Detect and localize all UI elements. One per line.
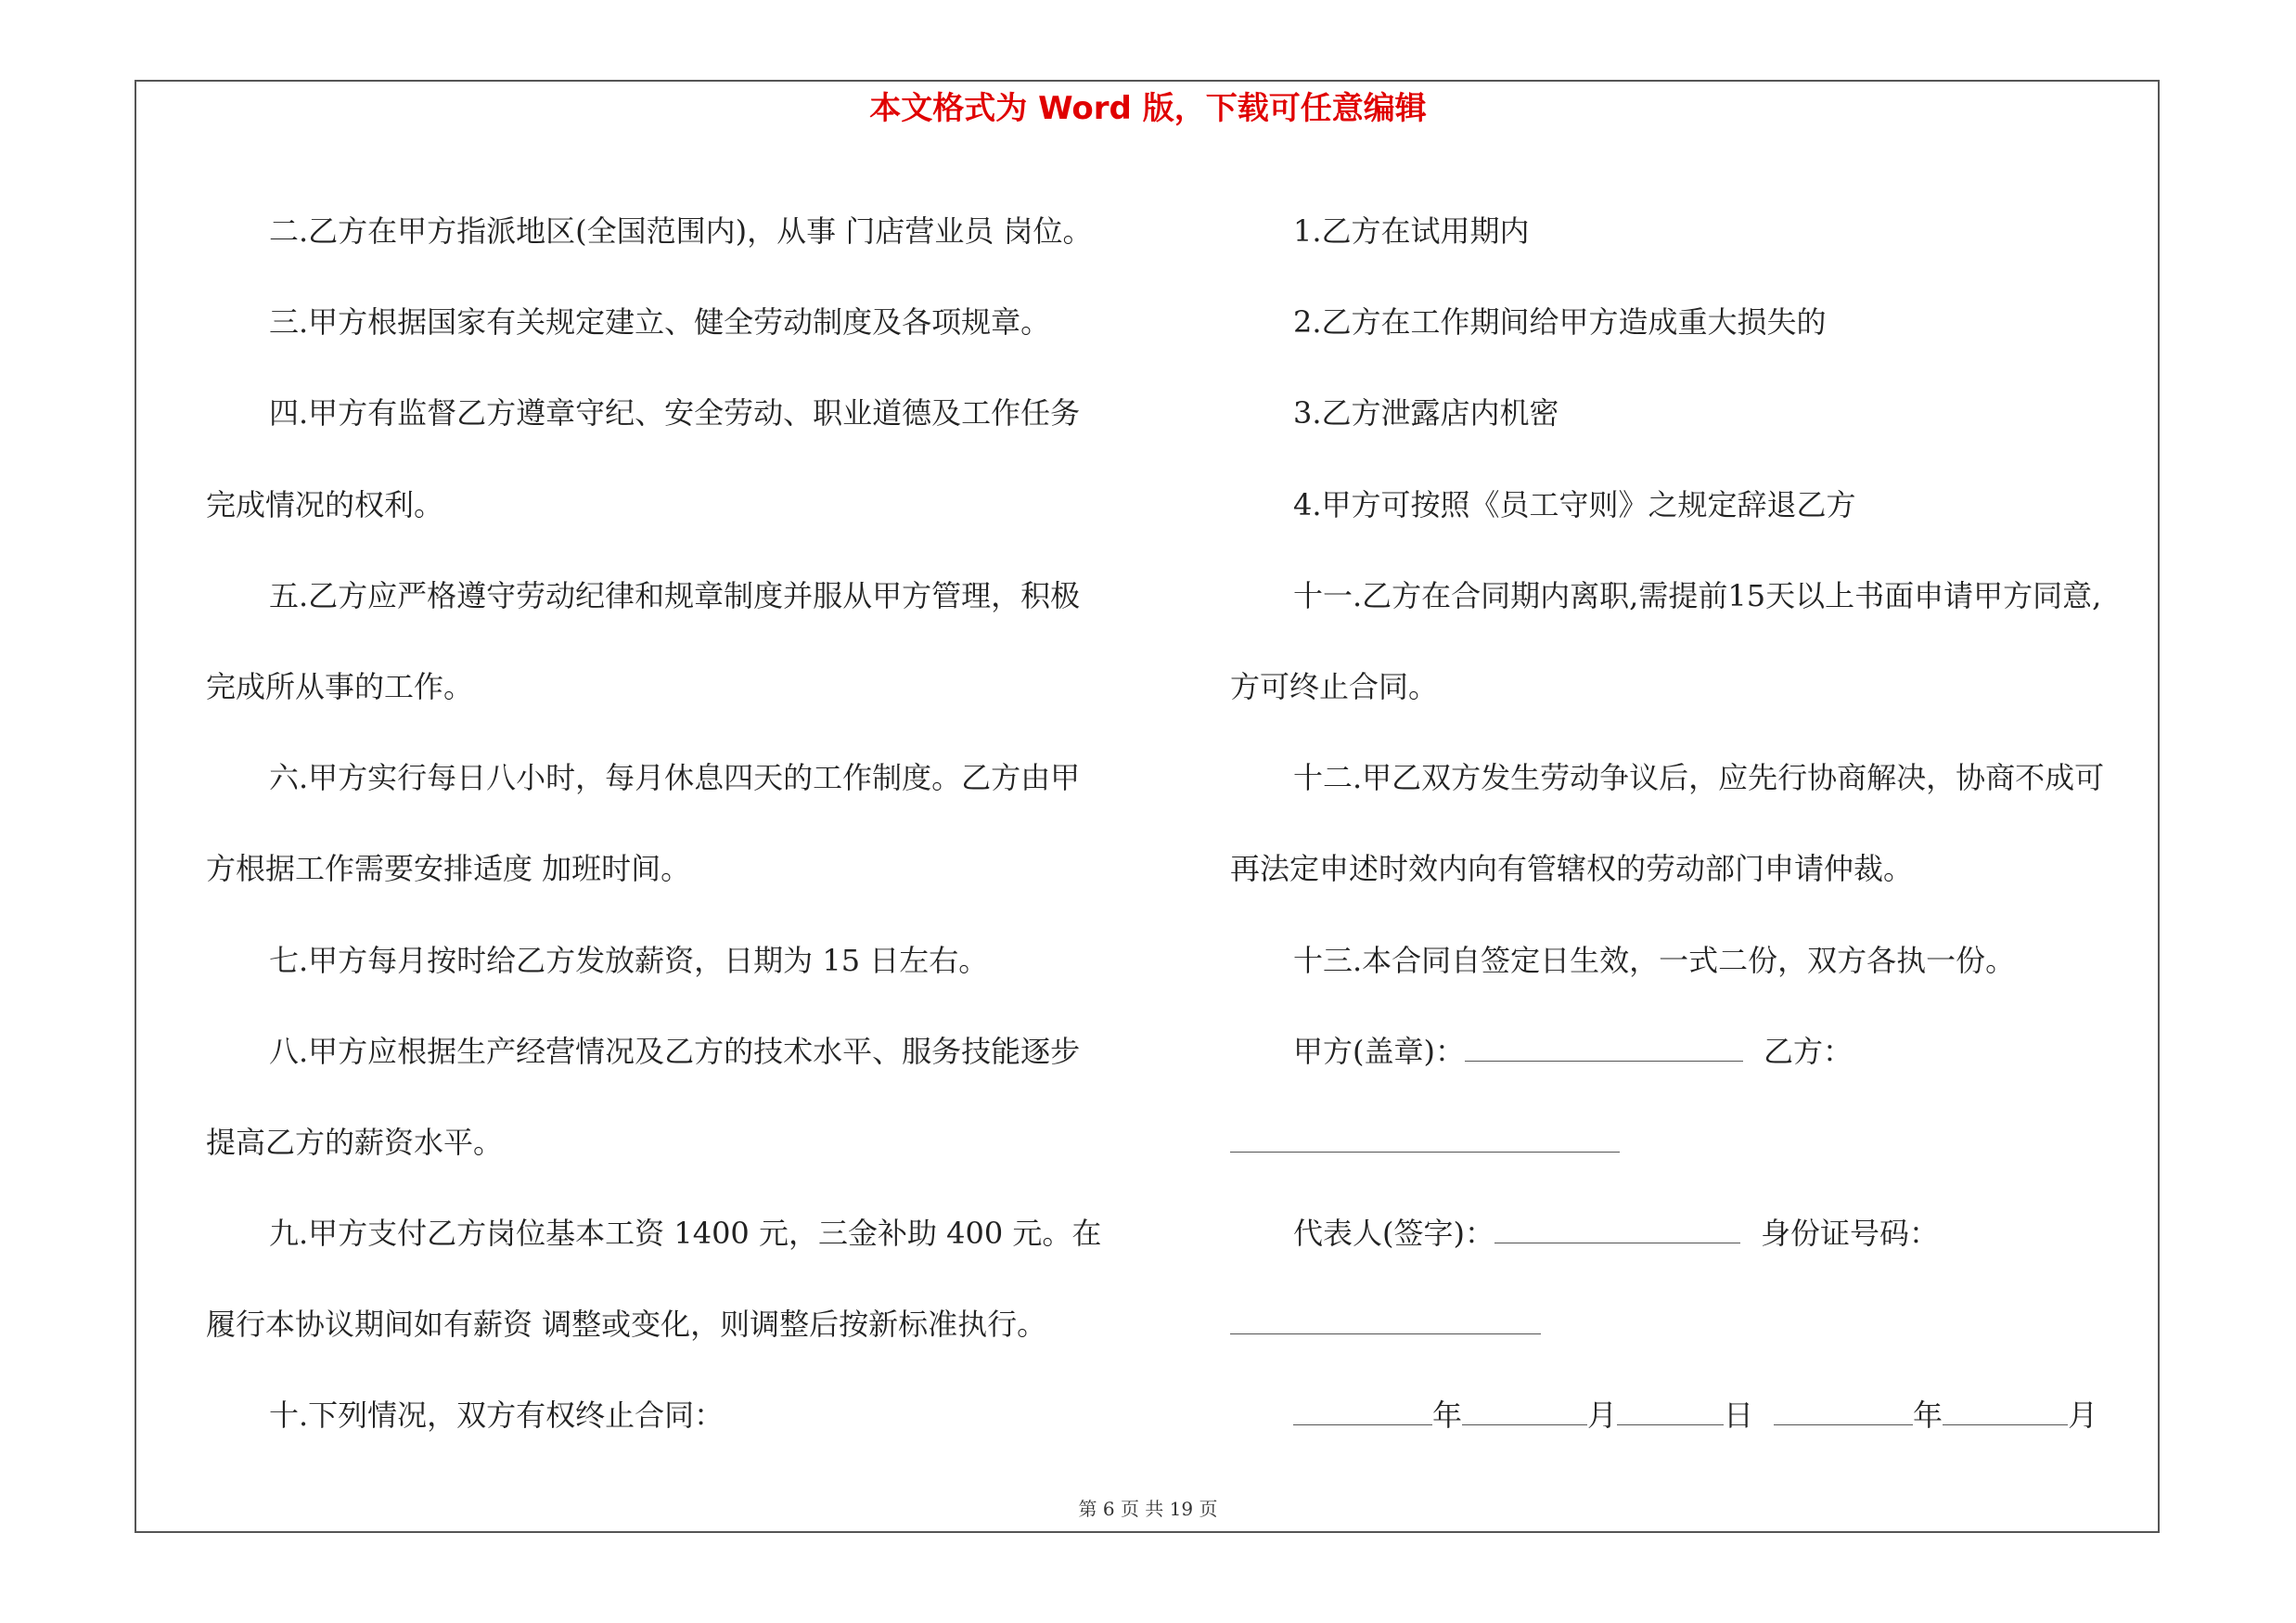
clause-4-cont: 完成情况的权利。 bbox=[206, 486, 444, 522]
clause-10: 十.下列情况，双方有权终止合同： bbox=[269, 1398, 725, 1434]
day-label: 日 bbox=[1724, 1398, 1754, 1434]
termination-item-1: 1.乙方在试用期内 bbox=[1293, 213, 1530, 249]
clause-13: 十三.本合同自签定日生效，一式二份，双方各执一份。 bbox=[1293, 942, 2016, 978]
party-a-label: 甲方(盖章)： bbox=[1293, 1033, 1465, 1069]
party-b-year-field[interactable] bbox=[1774, 1387, 1913, 1425]
clause-5-cont: 完成所从事的工作。 bbox=[206, 668, 474, 704]
party-b-blank-row bbox=[1230, 1097, 2158, 1188]
party-b-month-field[interactable] bbox=[1943, 1387, 2068, 1425]
clause-2: 二.乙方在甲方指派地区(全国范围内)，从事 门店营业员 岗位。 bbox=[269, 213, 1093, 249]
clause-12: 十二.甲乙双方发生劳动争议后，应先行协商解决，协商不成可 bbox=[1293, 760, 2105, 796]
party-b-label: 乙方： bbox=[1763, 1033, 1853, 1069]
right-column bbox=[1230, 186, 2158, 1462]
party-signature-row bbox=[1230, 1006, 2158, 1097]
month-label: 月 bbox=[1587, 1398, 1618, 1434]
representative-label: 代表人(签字)： bbox=[1293, 1216, 1494, 1252]
date-row bbox=[1230, 1370, 2158, 1461]
clause-11: 十一.乙方在合同期内离职,需提前15天以上书面申请甲方同意, bbox=[1293, 577, 2102, 613]
termination-item-3: 3.乙方泄露店内机密 bbox=[1293, 395, 1559, 432]
termination-item-2: 2.乙方在工作期间给甲方造成重大损失的 bbox=[1293, 304, 1827, 341]
id-number-field[interactable] bbox=[1230, 1296, 1541, 1334]
clause-4: 四.甲方有监督乙方遵章守纪、安全劳动、职业道德及工作任务 bbox=[269, 395, 1081, 432]
clause-3: 三.甲方根据国家有关规定建立、健全劳动制度及各项规章。 bbox=[269, 304, 1051, 341]
left-column bbox=[206, 186, 1171, 1462]
party-a-month-field[interactable] bbox=[1462, 1387, 1587, 1425]
format-notice-banner: 本文格式为 Word 版，下载可任意编辑 bbox=[869, 90, 1427, 127]
clause-6-cont: 方根据工作需要安排适度 加班时间。 bbox=[206, 851, 691, 887]
clause-9: 九.甲方支付乙方岗位基本工资 1400 元，三金补助 400 元。在 bbox=[269, 1216, 1102, 1252]
party-b-field[interactable] bbox=[1230, 1114, 1620, 1153]
termination-item-4: 4.甲方可按照《员工守则》之规定辞退乙方 bbox=[1293, 486, 1856, 522]
page-number-footer: 第 6 页 共 19 页 bbox=[1078, 1498, 1218, 1520]
clause-5: 五.乙方应严格遵守劳动纪律和规章制度并服从甲方管理，积极 bbox=[269, 577, 1081, 613]
representative-row bbox=[1230, 1188, 2158, 1279]
clause-8: 八.甲方应根据生产经营情况及乙方的技术水平、服务技能逐步 bbox=[269, 1033, 1081, 1069]
clause-8-cont: 提高乙方的薪资水平。 bbox=[206, 1124, 504, 1160]
party-a-seal-field[interactable] bbox=[1465, 1024, 1743, 1062]
clause-7: 七.甲方每月按时给乙方发放薪资，日期为 15 日左右。 bbox=[269, 942, 989, 978]
representative-signature-field[interactable] bbox=[1494, 1205, 1740, 1243]
clause-12-cont: 再法定申述时效内向有管辖权的劳动部门申请仲裁。 bbox=[1230, 851, 1914, 887]
month-label-b: 月 bbox=[2068, 1398, 2098, 1434]
id-number-blank-row bbox=[1230, 1279, 2158, 1370]
party-a-day-field[interactable] bbox=[1617, 1387, 1724, 1425]
party-a-year-field[interactable] bbox=[1293, 1387, 1432, 1425]
clause-9-cont: 履行本协议期间如有薪资 调整或变化，则调整后按新标准执行。 bbox=[206, 1307, 1047, 1343]
id-number-label: 身份证号码： bbox=[1760, 1216, 1939, 1252]
year-label: 年 bbox=[1432, 1398, 1463, 1434]
clause-6: 六.甲方实行每日八小时，每月休息四天的工作制度。乙方由甲 bbox=[269, 760, 1081, 796]
year-label-b: 年 bbox=[1913, 1398, 1943, 1434]
clause-11-cont: 方可终止合同。 bbox=[1230, 668, 1439, 704]
